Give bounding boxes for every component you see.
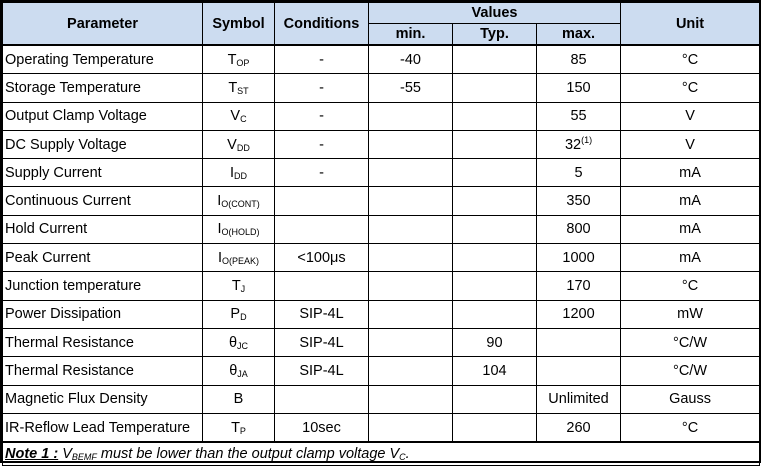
footnote-label: Note 1 : xyxy=(5,446,59,463)
cell-typ xyxy=(453,187,537,215)
cell-symbol xyxy=(203,328,275,356)
cell-unit: °C/W xyxy=(621,328,760,356)
table-row xyxy=(3,413,760,442)
table-row xyxy=(3,159,760,187)
cell-symbol xyxy=(203,159,275,187)
cell-parameter: Junction temperature xyxy=(3,272,203,300)
header-max: max. xyxy=(537,24,621,46)
cell-min: -40 xyxy=(369,45,453,74)
cell-unit: Gauss xyxy=(621,385,760,413)
symbol-subscript: J xyxy=(240,284,246,295)
cell-parameter: Peak Current xyxy=(3,244,203,272)
symbol-letter: T xyxy=(228,79,238,96)
cell-min xyxy=(369,357,453,385)
footnote-v-sub: BEMF xyxy=(71,452,97,463)
cell-min xyxy=(369,102,453,130)
footnote-v: V xyxy=(62,446,72,463)
cell-typ xyxy=(453,300,537,328)
table-row xyxy=(3,215,760,243)
cell-min xyxy=(369,244,453,272)
cell-conditions: SIP-4L xyxy=(275,328,369,356)
max-value: 55 xyxy=(570,108,587,125)
header-typ: Typ. xyxy=(453,24,537,46)
cell-parameter: Output Clamp Voltage xyxy=(3,102,203,130)
max-value: 5 xyxy=(574,164,583,181)
cell-typ: 90 xyxy=(453,328,537,356)
symbol-letter: P xyxy=(230,306,241,323)
cell-conditions: - xyxy=(275,159,369,187)
max-value: 150 xyxy=(566,79,591,96)
symbol-letter: θ xyxy=(229,362,238,379)
max-value: 1200 xyxy=(562,306,595,323)
symbol-subscript: DD xyxy=(236,142,250,153)
cell-parameter: Continuous Current xyxy=(3,187,203,215)
cell-max xyxy=(537,187,621,215)
symbol-letter: B xyxy=(233,391,244,408)
symbol-subscript: O(CONT) xyxy=(221,199,260,210)
cell-conditions: - xyxy=(275,45,369,74)
cell-conditions: <100μs xyxy=(275,244,369,272)
cell-unit: °C xyxy=(621,413,760,442)
cell-parameter: Hold Current xyxy=(3,215,203,243)
cell-unit: mA xyxy=(621,159,760,187)
symbol-subscript: O(HOLD) xyxy=(221,227,260,238)
table-body xyxy=(3,45,760,442)
cell-conditions: SIP-4L xyxy=(275,300,369,328)
cell-max xyxy=(537,328,621,356)
max-value: 1000 xyxy=(562,249,595,266)
footnote-vc-sub: C xyxy=(399,452,406,463)
cell-min xyxy=(369,272,453,300)
table-row xyxy=(3,357,760,385)
cell-parameter: Magnetic Flux Density xyxy=(3,385,203,413)
cell-parameter: Supply Current xyxy=(3,159,203,187)
cell-symbol xyxy=(203,272,275,300)
cell-min xyxy=(369,159,453,187)
table-row xyxy=(3,300,760,328)
max-value: 170 xyxy=(566,278,591,295)
max-value: 350 xyxy=(566,193,591,210)
table-row xyxy=(3,45,760,74)
cell-parameter: IR-Reflow Lead Temperature xyxy=(3,413,203,442)
cell-unit: mA xyxy=(621,187,760,215)
symbol-letter: I xyxy=(217,221,222,238)
table-row xyxy=(3,328,760,356)
max-value: 260 xyxy=(566,419,591,436)
cell-max xyxy=(537,215,621,243)
cell-parameter: Operating Temperature xyxy=(3,45,203,74)
cell-unit: V xyxy=(621,102,760,130)
cell-unit: mW xyxy=(621,300,760,328)
symbol-subscript: D xyxy=(240,312,247,323)
symbol-subscript: ST xyxy=(237,85,249,96)
header-values: Values xyxy=(369,3,621,24)
symbol-subscript: C xyxy=(240,114,247,125)
cell-symbol xyxy=(203,357,275,385)
cell-typ xyxy=(453,244,537,272)
cell-symbol xyxy=(203,187,275,215)
header-parameter: Parameter xyxy=(3,3,203,46)
cell-conditions: - xyxy=(275,130,369,158)
cell-max xyxy=(537,272,621,300)
table-row xyxy=(3,244,760,272)
absolute-max-ratings-table xyxy=(2,2,760,466)
symbol-letter: T xyxy=(231,278,241,295)
symbol-subscript: JA xyxy=(237,368,248,379)
cell-max xyxy=(537,244,621,272)
cell-min xyxy=(369,215,453,243)
cell-typ xyxy=(453,130,537,158)
cell-typ xyxy=(453,385,537,413)
footnote-vc: V xyxy=(389,446,400,463)
symbol-letter: I xyxy=(217,249,222,266)
cell-max xyxy=(537,300,621,328)
cell-symbol xyxy=(203,102,275,130)
max-value: Unlimited xyxy=(548,391,609,408)
cell-max xyxy=(537,74,621,102)
cell-typ: 104 xyxy=(453,357,537,385)
symbol-letter: V xyxy=(227,136,237,153)
cell-typ xyxy=(453,272,537,300)
table-row xyxy=(3,385,760,413)
cell-max xyxy=(537,385,621,413)
cell-max xyxy=(537,102,621,130)
symbol-letter: T xyxy=(227,51,237,68)
symbol-letter: θ xyxy=(228,334,238,351)
cell-typ xyxy=(453,159,537,187)
max-value: 32 xyxy=(564,136,582,153)
cell-conditions: 10sec xyxy=(275,413,369,442)
symbol-subscript: OP xyxy=(236,57,250,68)
cell-min xyxy=(369,328,453,356)
cell-max xyxy=(537,130,621,158)
cell-symbol xyxy=(203,413,275,442)
cell-conditions xyxy=(275,187,369,215)
symbol-subscript: O(PEAK) xyxy=(222,255,260,266)
cell-parameter: Storage Temperature xyxy=(3,74,203,102)
footnote-text: must be lower than the output clamp voltage xyxy=(96,446,390,463)
table-row xyxy=(3,130,760,158)
cell-max xyxy=(537,45,621,74)
cell-unit: mA xyxy=(621,244,760,272)
header-min: min. xyxy=(369,24,453,46)
cell-max xyxy=(537,413,621,442)
max-footnote-ref: (1) xyxy=(581,134,593,145)
cell-unit: °C xyxy=(621,272,760,300)
footnote-end: . xyxy=(405,446,410,463)
cell-symbol xyxy=(203,215,275,243)
cell-typ xyxy=(453,102,537,130)
cell-max xyxy=(537,357,621,385)
symbol-subscript: P xyxy=(239,425,246,436)
symbol-letter: I xyxy=(217,193,222,210)
cell-unit: V xyxy=(621,130,760,158)
cell-conditions: SIP-4L xyxy=(275,357,369,385)
symbol-subscript: DD xyxy=(234,170,248,181)
symbol-letter: I xyxy=(229,164,235,181)
cell-conditions xyxy=(275,272,369,300)
cell-symbol xyxy=(203,45,275,74)
cell-symbol xyxy=(203,130,275,158)
header-symbol: Symbol xyxy=(203,3,275,46)
cell-symbol xyxy=(203,244,275,272)
cell-parameter: Thermal Resistance xyxy=(3,328,203,356)
cell-unit: °C xyxy=(621,45,760,74)
cell-conditions xyxy=(275,385,369,413)
table-row xyxy=(3,74,760,102)
cell-parameter: Thermal Resistance xyxy=(3,357,203,385)
cell-typ xyxy=(453,413,537,442)
footnote xyxy=(3,442,760,466)
table-row xyxy=(3,272,760,300)
cell-typ xyxy=(453,45,537,74)
cell-min xyxy=(369,130,453,158)
cell-min xyxy=(369,413,453,442)
cell-typ xyxy=(453,74,537,102)
cell-max xyxy=(537,159,621,187)
max-value: 800 xyxy=(566,221,591,238)
symbol-letter: V xyxy=(230,108,241,125)
max-value: 85 xyxy=(570,51,587,68)
cell-typ xyxy=(453,215,537,243)
cell-min xyxy=(369,385,453,413)
cell-min: -55 xyxy=(369,74,453,102)
cell-symbol xyxy=(203,300,275,328)
header-conditions: Conditions xyxy=(275,3,369,46)
cell-min xyxy=(369,187,453,215)
cell-unit: °C xyxy=(621,74,760,102)
cell-parameter: DC Supply Voltage xyxy=(3,130,203,158)
cell-conditions: - xyxy=(275,102,369,130)
table-row xyxy=(3,187,760,215)
cell-min xyxy=(369,300,453,328)
cell-parameter: Power Dissipation xyxy=(3,300,203,328)
cell-unit: °C/W xyxy=(621,357,760,385)
symbol-letter: T xyxy=(231,419,240,436)
cell-conditions xyxy=(275,215,369,243)
cell-conditions: - xyxy=(275,74,369,102)
symbol-subscript: JC xyxy=(237,340,249,351)
cell-symbol xyxy=(203,385,275,413)
table-row xyxy=(3,102,760,130)
cell-symbol xyxy=(203,74,275,102)
cell-unit: mA xyxy=(621,215,760,243)
header-unit: Unit xyxy=(621,3,760,46)
